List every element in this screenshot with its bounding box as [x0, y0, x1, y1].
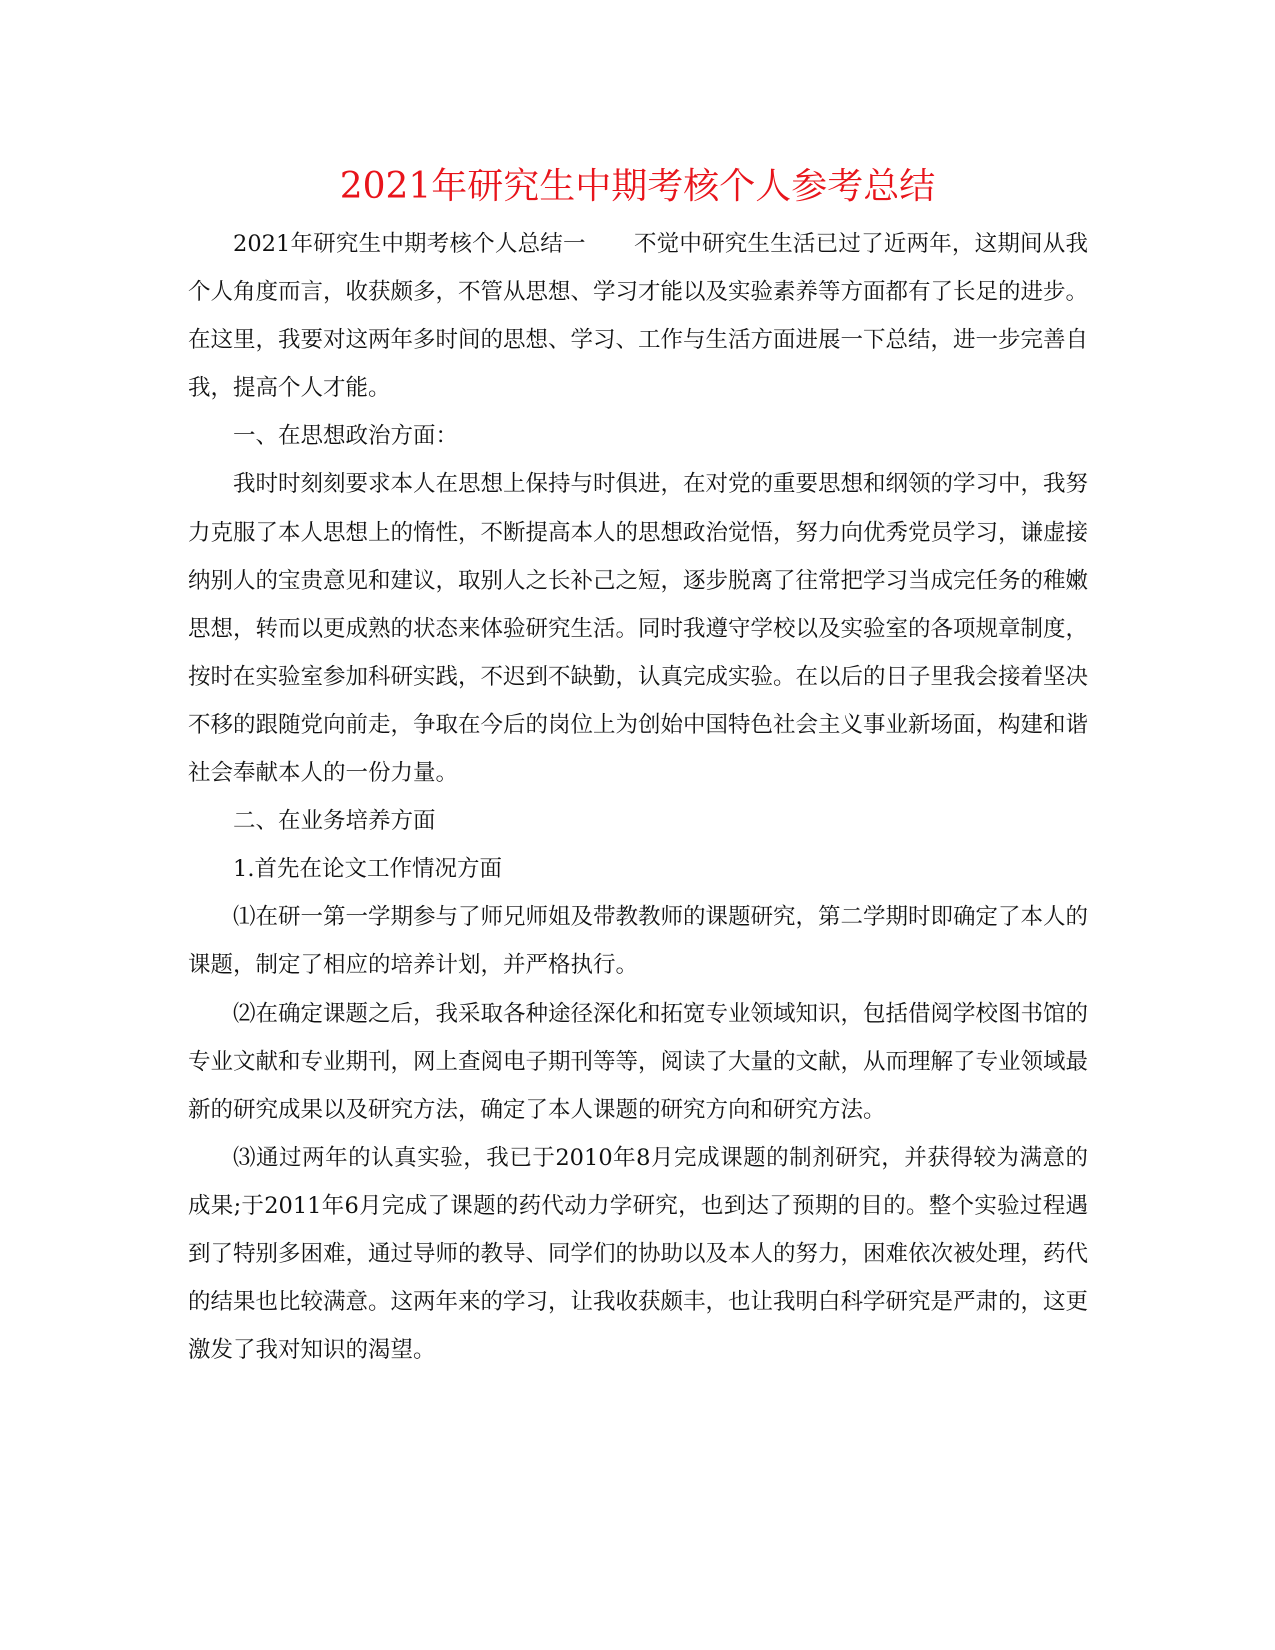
intro-text: 不觉中研究生生活已过了近两年，这期间从我个人角度而言，收获颇多，不管从思想、学习才能以及实验素养等方面都有了长足的进步。在这里，我要对这两年多时间的思想、学习、工作与生活方面进展一下总结，进一步完善自我，提高个人才能。	[188, 231, 1089, 402]
paragraph-item-1: ⑴在研一第一学期参与了师兄师姐及带教教师的课题研究，第二学期时即确定了本人的课题，制定了相应的培养计划，并严格执行。	[188, 904, 1089, 979]
document-title: 2021年研究生中期考核个人参考总结	[339, 166, 936, 207]
section-heading-politics: 一、在思想政治方面：	[233, 423, 459, 450]
paragraph-item-2: ⑵在确定课题之后，我采取各种途径深化和拓宽专业领域知识，包括借阅学校图书馆的专业文献和专业期刊，网上查阅电子期刊等等，阅读了大量的文献，从而理解了专业领域最新的研究成果以及研究方法，确定了本人课题的研究方向和研究方法。	[188, 1000, 1089, 1123]
paragraph-politics: 我时时刻刻要求本人在思想上保持与时俱进，在对党的重要思想和纲领的学习中，我努力克服了本人思想上的惰性，不断提高本人的思想政治觉悟，努力向优秀党员学习，谦虚接纳别人的宝贵意见和建议，取别人之长补己之短，逐步脱离了往常把学习当成完任务的稚嫩思想，转而以更成熟的状态来体验研究生活。同时我遵守学校以及实验室的各项规章制度，按时在实验室参加科研实践，不迟到不缺勤，认真完成实验。在以后的日子里我会接着坚决不移的跟随党向前走，争取在今后的岗位上为创始中国特色社会主义事业新场面，构建和谐社会奉献本人的一份力量。	[188, 471, 1089, 787]
intro-paragraph	[188, 220, 1088, 412]
subheading-thesis-work: 1.首先在论文工作情况方面	[233, 856, 502, 883]
document-body	[188, 220, 1088, 1374]
intro-heading: 2021年研究生中期考核个人总结一	[233, 231, 586, 257]
paragraph-item-3: ⑶通过两年的认真实验，我已于2010年8月完成课题的制剂研究，并获得较为满意的成果;于2011年6月完成了课题的药代动力学研究，也到达了预期的目的。整个实验过程遇到了特别多困难，通过导师的教导、同学们的协助以及本人的努力，困难依次被处理，药代的结果也比较满意。这两年来的学习，让我收获颇丰，也让我明白科学研究是严肃的，这更激发了我对知识的渴望。	[188, 1144, 1089, 1364]
section-heading-training: 二、在业务培养方面	[233, 808, 436, 835]
